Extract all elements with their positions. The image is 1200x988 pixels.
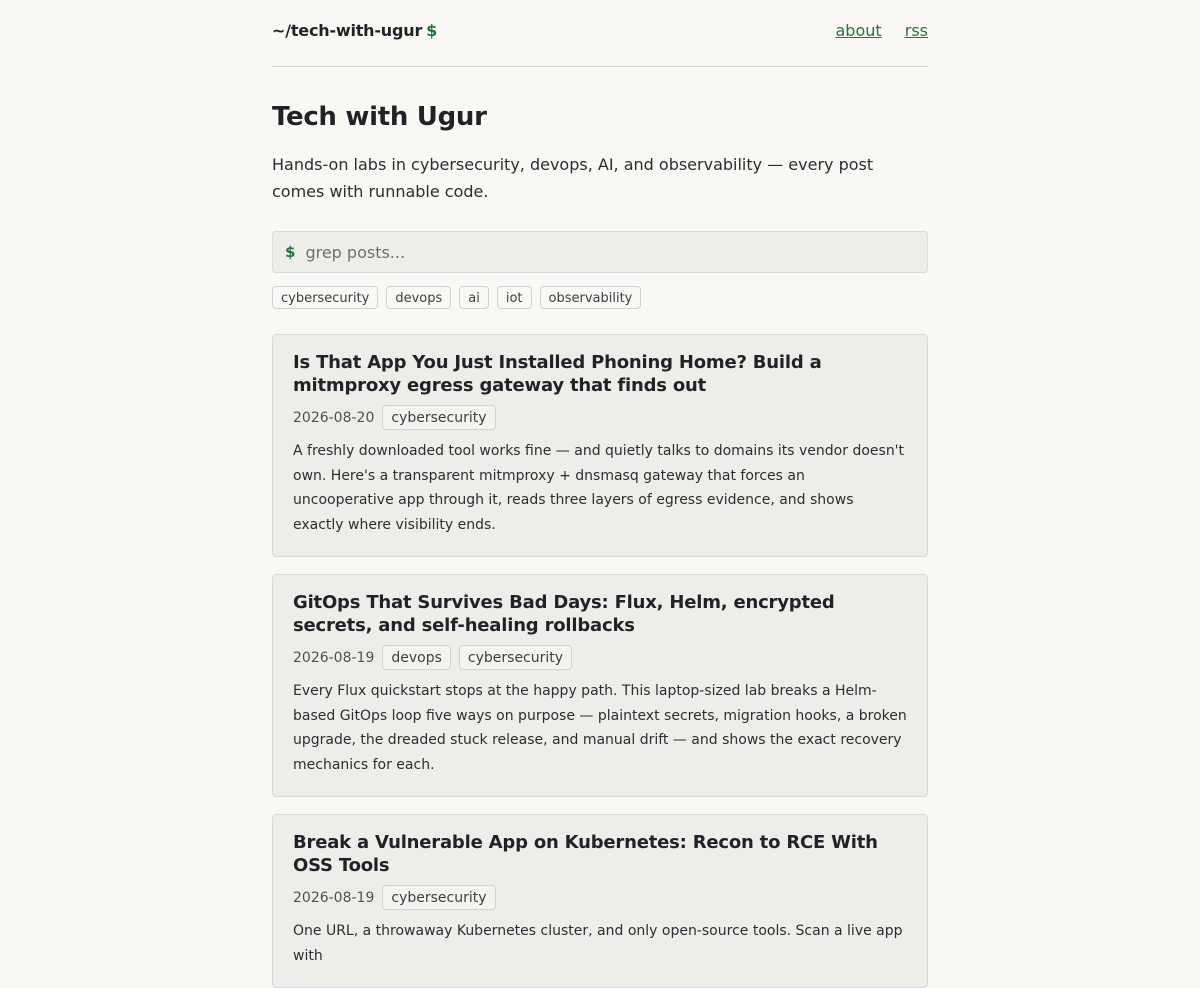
search-box	[272, 231, 928, 273]
search-input[interactable]	[305, 243, 915, 262]
filter-tag-devops[interactable]: devops	[386, 286, 451, 309]
post-date: 2026-08-19	[293, 649, 375, 666]
post-meta	[293, 645, 907, 670]
post-date: 2026-08-20	[293, 409, 375, 426]
site-nav	[817, 21, 928, 40]
search-prompt-symbol: $	[285, 243, 296, 261]
page-title: Tech with Ugur	[272, 102, 487, 132]
tag-filter-list	[272, 286, 928, 309]
filter-tag-ai[interactable]: ai	[459, 286, 489, 309]
page	[272, 0, 928, 988]
filter-tag-cybersecurity[interactable]: cybersecurity	[272, 286, 378, 309]
filter-tag-observability[interactable]: observability	[540, 286, 642, 309]
brand-prompt-symbol: $	[426, 20, 438, 40]
post-title[interactable]: GitOps That Survives Bad Days: Flux, Helm, encrypted secrets, and self-healing rollbacks	[293, 592, 835, 636]
post-tag[interactable]: cybersecurity	[382, 885, 495, 910]
filter-tag-iot[interactable]: iot	[497, 286, 532, 309]
post-excerpt: A freshly downloaded tool works fine — and quietly talks to domains its vendor doesn't own. Here's a transparent mitmproxy + dnsmasq gateway that forces an uncooperative app through it, reads three layers of egress evidence, and shows exactly where visibility ends.	[293, 443, 905, 533]
post-card[interactable]	[272, 814, 928, 988]
post-tag[interactable]: cybersecurity	[459, 645, 572, 670]
post-card[interactable]	[272, 334, 928, 557]
post-excerpt: Every Flux quickstart stops at the happy path. This laptop-sized lab breaks a Helm-based GitOps loop five ways on purpose — plaintext secrets, migration hooks, a broken upgrade, the dreaded stuck release, and manual drift — and shows the exact recovery mechanics for each.	[293, 683, 907, 773]
post-card[interactable]	[272, 574, 928, 797]
post-meta	[293, 405, 907, 430]
site-brand-link[interactable]	[272, 21, 437, 40]
post-meta	[293, 885, 907, 910]
post-excerpt: One URL, a throwaway Kubernetes cluster, and only open-source tools. Scan a live app with	[293, 923, 903, 964]
post-tag[interactable]: cybersecurity	[382, 405, 495, 430]
post-list	[272, 334, 928, 988]
post-tag[interactable]: devops	[382, 645, 451, 670]
post-title[interactable]: Is That App You Just Installed Phoning Home? Build a mitmproxy egress gateway that finds out	[293, 352, 822, 396]
post-date: 2026-08-19	[293, 889, 375, 906]
site-header	[272, 0, 928, 67]
site-brand-text: ~/tech-with-ugur	[272, 20, 423, 40]
nav-link-rss[interactable]: rss	[904, 20, 928, 40]
nav-link-about[interactable]: about	[835, 20, 882, 40]
site-tagline: Hands-on labs in cybersecurity, devops, AI, and observability — every post comes with runnable code.	[272, 155, 874, 201]
post-title[interactable]: Break a Vulnerable App on Kubernetes: Recon to RCE With OSS Tools	[293, 832, 878, 876]
